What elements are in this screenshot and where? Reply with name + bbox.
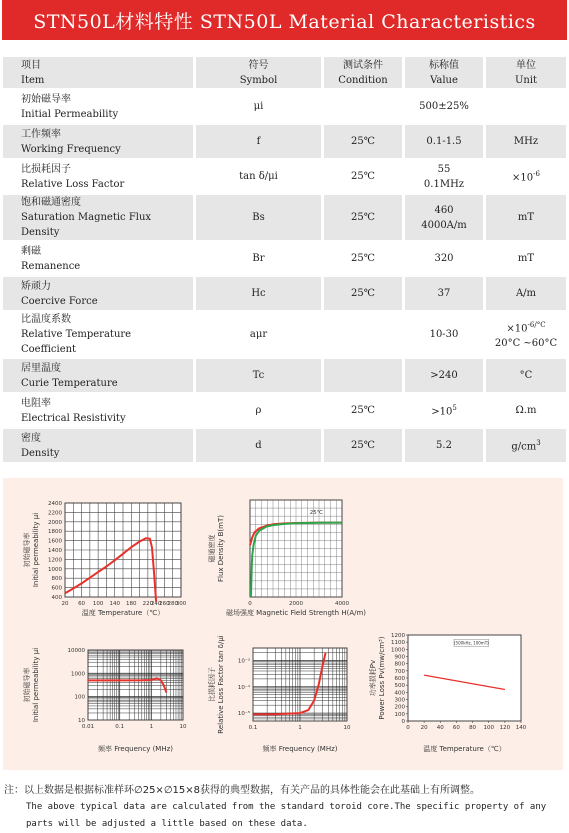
y-tick-label: 1000	[48, 566, 62, 573]
x-tick-label: 10	[343, 725, 351, 731]
x-tick-label: 260	[159, 601, 170, 607]
y-tick-label: 2000	[48, 519, 62, 526]
property-name: 比温度系数 Relative Temperature Coefficient	[3, 311, 195, 358]
property-unit: $\times 10^{-6/^\circ C}$ 20°C ~60°C	[485, 311, 567, 358]
x-axis-label: 频率 Frequency (MHz)	[97, 745, 174, 753]
property-condition: 25℃	[323, 159, 404, 194]
property-symbol: f	[195, 124, 323, 159]
column-header-item: 项目 Item	[3, 57, 195, 89]
condition-annotation: (500kHz, 100mT)	[454, 640, 489, 646]
property-unit: °C	[485, 358, 567, 393]
x-tick-label: 20	[420, 725, 428, 731]
x-tick-label: 0	[406, 725, 410, 731]
property-value: 320	[404, 241, 485, 276]
column-header-condition: 测试条件 Condition	[323, 57, 404, 89]
x-tick-label: 0.1	[115, 724, 125, 730]
y-tick-label: 10	[78, 718, 85, 724]
y-tick-label: 800	[51, 576, 62, 583]
property-symbol: Hc	[195, 276, 323, 311]
x-tick-label: 240	[150, 601, 162, 607]
property-condition	[323, 311, 404, 358]
table-row	[3, 159, 566, 194]
y-tick-label: 1100	[391, 640, 405, 647]
y-axis-label-group	[22, 648, 40, 722]
property-value: 500±25%	[404, 89, 485, 124]
y-tick-label: 0	[401, 719, 405, 725]
x-tick-label: 220	[142, 601, 154, 607]
y-tick-label: 100	[394, 711, 405, 718]
y-tick-label: 1600	[48, 538, 62, 545]
x-tick-label: 140	[515, 725, 527, 731]
x-axis-label: 温度 Temperature（℃）	[423, 745, 506, 753]
y-axis-label-group	[207, 515, 225, 582]
x-tick-label: 0.1	[248, 725, 258, 731]
x-tick-label: 0	[248, 601, 252, 607]
table-row	[3, 124, 566, 159]
y-tick-label: 10000	[67, 648, 85, 654]
property-name: 剩磁 Remanence	[3, 241, 195, 276]
property-symbol: Br	[195, 241, 323, 276]
property-condition: 25℃	[323, 428, 404, 462]
y-axis-label-chinese: 比损耗因子	[208, 667, 216, 702]
y-tick-label: 2200	[48, 510, 62, 517]
table-row	[3, 393, 566, 428]
y-axis-label: Relative Loss Factor tan δ/μi	[217, 635, 225, 734]
property-unit: mT	[485, 194, 567, 241]
property-condition: 25℃	[323, 241, 404, 276]
y-tick-label: 200	[394, 704, 405, 711]
footnote-english-line-1: The above typical data are calculated from the standard toroid core.The specific property of any	[26, 802, 547, 812]
property-name: 矫顽力 Coercive Force	[3, 276, 195, 311]
property-symbol: μi	[195, 89, 323, 124]
y-tick-label: 1000	[391, 647, 405, 654]
property-value: 37	[404, 276, 485, 311]
x-axis-label: 频率 Frequency (MHz)	[262, 745, 338, 753]
y-tick-label: 600	[51, 585, 62, 592]
property-condition: 25℃	[323, 194, 404, 241]
property-name: 密度 Density	[3, 428, 195, 462]
y-tick-label: 2400	[48, 501, 62, 507]
x-axis-label: 温度 Temperature（℃）	[81, 609, 165, 617]
y-axis-label-chinese: 磁通密度	[208, 534, 216, 563]
footnote-chinese: 注：以上数据是根据标准样环∅25×∅15×8获得的典型数据，有关产品的具体性能会在此基础上有所调整。	[4, 785, 480, 796]
footnote	[4, 782, 564, 833]
y-tick-label: 900	[394, 654, 405, 661]
x-tick-label: 40	[436, 725, 444, 731]
y-tick-label: 500	[394, 683, 405, 690]
x-tick-label: 20	[61, 601, 69, 607]
property-symbol: aμr	[195, 311, 323, 358]
material-properties-table	[3, 57, 566, 462]
property-condition: 25℃	[323, 393, 404, 428]
property-value: >240	[404, 358, 485, 393]
x-tick-label: 0.01	[81, 724, 95, 730]
table-row	[3, 276, 566, 311]
y-axis-label-group	[22, 513, 40, 587]
y-tick-label: 400	[394, 690, 405, 697]
y-axis-label: Initial permeability μi	[32, 647, 40, 723]
property-name: 初始磁导率 Initial Permeability	[3, 89, 195, 124]
chart-plot-area	[408, 635, 521, 721]
property-name: 比损耗因子 Relative Loss Factor	[3, 159, 195, 194]
x-tick-label: 140	[109, 601, 120, 607]
property-unit: Ω.m	[485, 393, 567, 428]
table-row	[3, 311, 566, 358]
table-row	[3, 358, 566, 393]
x-tick-label: 1	[298, 725, 302, 731]
property-unit: MHz	[485, 124, 567, 159]
y-tick-label: 300	[394, 697, 405, 704]
property-condition	[323, 358, 404, 393]
property-condition: 25℃	[323, 124, 404, 159]
y-tick-label: 1200	[48, 557, 62, 564]
y-tick-label: 100	[74, 694, 85, 701]
property-symbol: d	[195, 428, 323, 462]
x-tick-label: 300	[175, 601, 187, 607]
y-tick-label: 800	[394, 661, 405, 668]
property-unit: mT	[485, 241, 567, 276]
y-axis-label-group	[368, 636, 386, 719]
y-tick-label: 400	[51, 595, 62, 601]
y-tick-label: 600	[394, 676, 405, 682]
property-unit: $g/cm^3$	[485, 428, 567, 462]
property-value: 460 4000A/m	[404, 194, 485, 241]
property-symbol: Bs	[195, 194, 323, 241]
property-symbol: tan δ/μi	[195, 159, 323, 194]
property-value: 0.1-1.5	[404, 124, 485, 159]
y-tick-label: 10⁻⁴	[237, 684, 250, 691]
property-name: 工作频率 Working Frequency	[3, 124, 195, 159]
x-tick-label: 10	[179, 724, 187, 730]
property-value: $>10^5$	[404, 393, 485, 428]
property-condition	[323, 89, 404, 124]
column-header-value: 标称值 Value	[404, 57, 485, 89]
x-tick-label: 1	[149, 724, 154, 730]
y-tick-label: 1000	[71, 671, 85, 678]
property-unit: $\times 10^{-6}$	[485, 159, 567, 194]
property-value: 5.2	[404, 428, 485, 462]
page-title: STN50L材料特性 STN50L Material Characteristics	[2, 0, 567, 40]
x-tick-label: 120	[499, 725, 511, 731]
y-tick-label: 10⁻⁵	[237, 711, 250, 718]
property-name: 居里温度 Curie Temperature	[3, 358, 195, 393]
characteristic-graphs	[3, 478, 563, 770]
property-unit	[485, 89, 567, 124]
footnote-english-line-2: parts will be adjusted a little based on these data.	[26, 819, 308, 829]
y-axis-label-group	[207, 635, 225, 733]
y-tick-label: 1200	[391, 633, 405, 639]
y-axis-label-chinese: 功率损耗Pv	[369, 659, 377, 697]
table-row	[3, 241, 566, 276]
x-tick-label: 280	[167, 601, 178, 607]
x-axis-label: 磁场强度 Magnetic Field Strength H(A/m)	[225, 609, 367, 617]
y-axis-label: Power Loss Pv(mw/cm³)	[378, 636, 386, 720]
x-tick-label: 4000	[335, 601, 349, 607]
column-header-symbol: 符号 Symbol	[195, 57, 323, 89]
table-row	[3, 194, 566, 241]
y-tick-label: 10⁻³	[237, 658, 250, 665]
x-tick-label: 100	[92, 601, 104, 607]
property-unit: A/m	[485, 276, 567, 311]
y-tick-label: 700	[394, 668, 405, 675]
y-axis-label-chinese: 初始磁导率	[23, 667, 31, 703]
characteristic-graphs-panel	[3, 478, 563, 770]
property-name: 电阻率 Electrical Resistivity	[3, 393, 195, 428]
table-header-row	[3, 57, 566, 89]
property-value: 55 0.1MHz	[404, 159, 485, 194]
x-tick-label: 60	[452, 725, 460, 731]
x-tick-label: 100	[483, 725, 494, 731]
table-row	[3, 89, 566, 124]
x-tick-label: 180	[126, 601, 137, 607]
x-tick-label: 80	[469, 725, 477, 731]
property-symbol: Tc	[195, 358, 323, 393]
property-name: 饱和磁通密度 Saturation Magnetic Flux Density	[3, 194, 195, 241]
property-value: 10-30	[404, 311, 485, 358]
table-row	[3, 428, 566, 462]
y-tick-label: 1800	[48, 529, 62, 536]
y-axis-label: Flux Density B(mT)	[217, 515, 225, 582]
y-tick-label: 1400	[48, 548, 62, 554]
x-tick-label: 60	[78, 601, 86, 607]
x-tick-label: 2000	[289, 601, 303, 607]
chart-plot-area	[88, 650, 183, 720]
y-axis-label-chinese: 初始磁导率	[23, 532, 31, 568]
temperature-annotation: 25℃	[309, 510, 323, 517]
y-axis-label: Initial permeability μi	[32, 512, 40, 588]
column-header-unit: 单位 Unit	[485, 57, 567, 89]
property-condition: 25℃	[323, 276, 404, 311]
property-symbol: ρ	[195, 393, 323, 428]
